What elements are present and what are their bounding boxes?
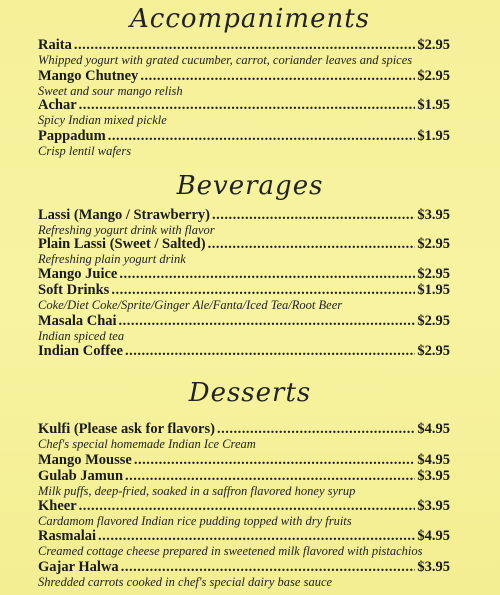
item-price: $2.95 bbox=[417, 343, 450, 359]
item-description: Spicy Indian mixed pickle bbox=[38, 113, 167, 127]
item-price: $4.95 bbox=[417, 528, 450, 544]
menu-item-plain-lassi bbox=[38, 236, 450, 266]
item-description: Sweet and sour mango relish bbox=[38, 84, 183, 98]
menu-item-kheer bbox=[38, 498, 450, 528]
item-description: Refreshing plain yogurt drink bbox=[38, 252, 186, 266]
item-description: Whipped yogurt with grated cucumber, carrot, coriander leaves and spices bbox=[38, 53, 413, 67]
item-price: $1.95 bbox=[417, 128, 450, 144]
item-name: Raita bbox=[38, 37, 72, 53]
item-name: Pappadum bbox=[38, 128, 106, 144]
leader-dots bbox=[111, 282, 415, 298]
item-price: $2.95 bbox=[417, 313, 450, 329]
menu-item-rasmalai bbox=[38, 528, 450, 558]
item-name: Indian Coffee bbox=[38, 343, 123, 359]
item-price: $2.95 bbox=[417, 266, 450, 282]
menu-item-mango-juice bbox=[38, 266, 450, 282]
menu-item-gulab-jamun bbox=[38, 468, 450, 498]
item-name: Plain Lassi (Sweet / Salted) bbox=[38, 236, 206, 252]
leader-dots bbox=[134, 452, 416, 468]
item-description: Crisp lentil wafers bbox=[38, 144, 132, 158]
section-title-desserts: Desserts bbox=[188, 378, 312, 408]
section-title-beverages: Beverages bbox=[176, 171, 324, 201]
item-price: $2.95 bbox=[417, 236, 450, 252]
item-name: Gajar Halwa bbox=[38, 559, 119, 575]
leader-dots bbox=[74, 37, 416, 53]
item-price: $3.95 bbox=[417, 468, 450, 484]
item-name: Masala Chai bbox=[38, 313, 117, 329]
item-description: Cardamom flavored Indian rice pudding topped with dry fruits bbox=[38, 514, 352, 528]
menu-item-pappadum bbox=[38, 128, 450, 158]
leader-dots bbox=[125, 343, 415, 359]
item-price: $1.95 bbox=[417, 97, 450, 113]
leader-dots bbox=[212, 207, 415, 223]
menu-item-indian-coffee bbox=[38, 343, 450, 359]
item-description: Shredded carrots cooked in chef's special dairy base sauce bbox=[38, 575, 333, 589]
leader-dots bbox=[119, 313, 416, 329]
leader-dots bbox=[121, 559, 416, 575]
item-name: Mango Chutney bbox=[38, 68, 139, 84]
menu-item-kulfi bbox=[38, 421, 450, 451]
menu-item-achar bbox=[38, 97, 450, 127]
item-name: Lassi (Mango / Strawberry) bbox=[38, 207, 210, 223]
leader-dots bbox=[125, 468, 415, 484]
leader-dots bbox=[79, 498, 416, 514]
item-name: Mango Mousse bbox=[38, 452, 132, 468]
leader-dots bbox=[217, 421, 415, 437]
item-description: Creamed cottage cheese prepared in sweetened milk flavored with pistachios bbox=[38, 544, 423, 558]
item-name: Gulab Jamun bbox=[38, 468, 124, 484]
item-name: Mango Juice bbox=[38, 266, 118, 282]
item-price: $1.95 bbox=[417, 282, 450, 298]
item-price: $2.95 bbox=[417, 37, 450, 53]
item-description: Refreshing yogurt drink with flavor bbox=[38, 223, 215, 237]
item-name: Kulfi (Please ask for flavors) bbox=[38, 421, 215, 437]
item-name: Rasmalai bbox=[38, 528, 96, 544]
item-price: $3.95 bbox=[417, 498, 450, 514]
item-price: $3.95 bbox=[417, 207, 450, 223]
leader-dots bbox=[208, 236, 416, 252]
item-description: Coke/Diet Coke/Sprite/Ginger Ale/Fanta/Iced Tea/Root Beer bbox=[38, 298, 343, 312]
item-name: Achar bbox=[38, 97, 77, 113]
leader-dots bbox=[108, 128, 416, 144]
item-price: $4.95 bbox=[417, 421, 450, 437]
menu-item-masala-chai bbox=[38, 313, 450, 343]
item-description: Chef's special homemade Indian Ice Cream bbox=[38, 437, 256, 451]
menu-item-raita bbox=[38, 37, 450, 67]
leader-dots bbox=[79, 97, 416, 113]
item-price: $2.95 bbox=[417, 68, 450, 84]
leader-dots bbox=[140, 68, 415, 84]
leader-dots bbox=[98, 528, 415, 544]
item-name: Soft Drinks bbox=[38, 282, 110, 298]
item-price: $3.95 bbox=[417, 559, 450, 575]
menu-item-lassi bbox=[38, 207, 450, 237]
menu-item-mango-chutney bbox=[38, 68, 450, 98]
leader-dots bbox=[119, 266, 415, 282]
item-description: Milk puffs, deep-fried, soaked in a saffron flavored honey syrup bbox=[38, 484, 356, 498]
menu-item-mango-mousse bbox=[38, 452, 450, 468]
item-description: Indian spiced tea bbox=[38, 329, 125, 343]
item-price: $4.95 bbox=[417, 452, 450, 468]
menu-item-soft-drinks bbox=[38, 282, 450, 312]
item-name: Kheer bbox=[38, 498, 77, 514]
section-title-accompaniments: Accompaniments bbox=[130, 4, 370, 34]
menu-item-gajar-halwa bbox=[38, 559, 450, 589]
